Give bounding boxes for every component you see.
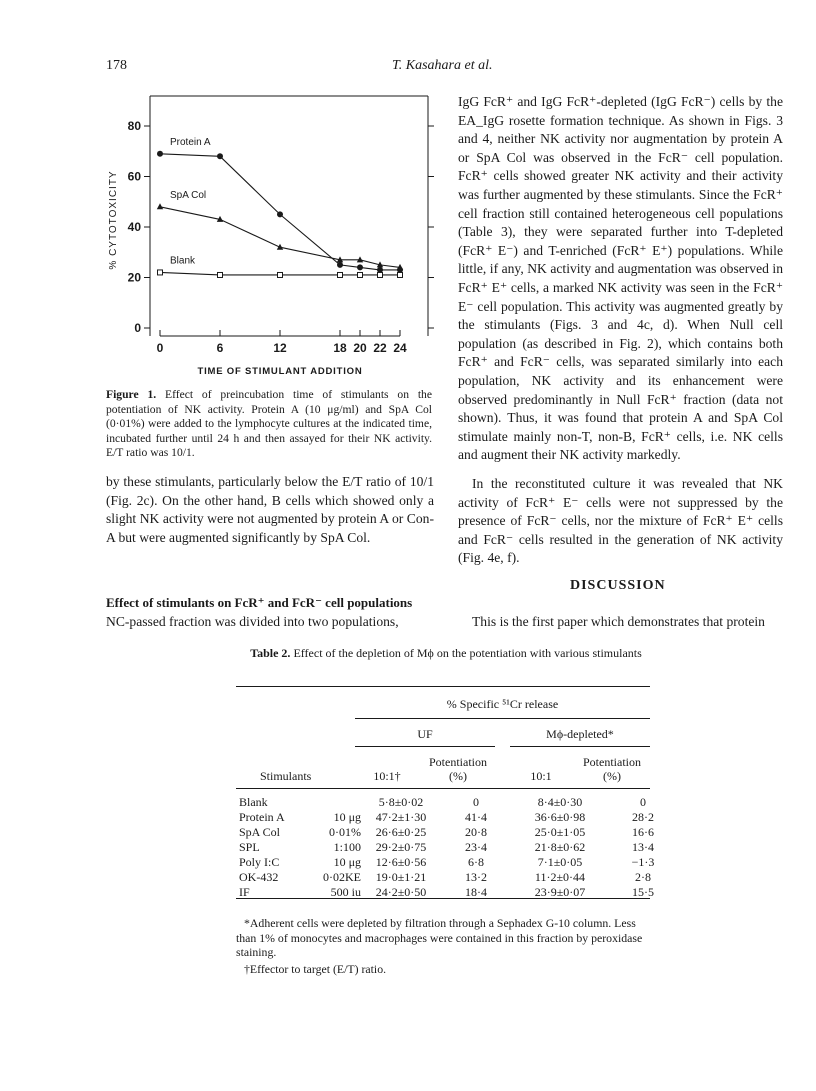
x-axis-label: TIME OF STIMULANT ADDITION [197,366,363,377]
right-paragraph-2: In the reconstituted culture it was revealed that NK activity of FcR⁺ E⁻ cells were not suppressed by the presence of FcR⁻ cells, nor the mixture of FcR⁺ E⁺ cells and FcR⁻ cells resulted in the generation of NK activity (Fig. 4e, f). [458,476,783,566]
table-spanner-rule [355,718,650,719]
row-m-release: 7·1±0·05 [537,855,583,869]
table-2-body [236,795,680,900]
table-col-uf-ratio: 10:1† [373,769,401,783]
row-m-potentiation: 2·8 [635,870,651,884]
row-uf-release: 29·2±0·75 [375,840,427,854]
table-group-uf: UF [417,727,433,741]
table-col-m-potentiation [574,755,650,783]
x-tick-label: 20 [353,341,367,355]
row-uf-potentiation: 41·4 [465,810,487,824]
x-tick-label: 0 [156,341,164,355]
data-point [157,151,163,157]
left-paragraph-1: by these stimulants, particularly below the E/T ratio of 10/1 (Fig. 2c). On the other hand, B cells which showed only a slight NK activity were not augmented by protein A or Con-A but were augmented significantly by SpA Col. [106,474,434,545]
table-footnote-2: †Effector to target (E/T) ratio. [244,962,387,976]
series-label: Blank [170,255,196,267]
series-label: SpA Col [170,189,207,201]
row-m-release: 8·4±0·30 [537,795,583,809]
row-m-potentiation: 0 [640,795,646,809]
row-uf-potentiation: 23·4 [465,840,487,854]
table-group-mphi: Mϕ-depleted* [546,727,614,741]
table-row [236,885,680,900]
figure-1-chart [100,88,440,388]
table-header-rule [236,788,650,789]
table-row [236,795,680,810]
row-dose: 0·02KE [323,870,361,884]
y-tick-label: 80 [127,119,141,133]
row-stimulant-name: Poly I:C [239,855,280,869]
row-uf-release: 47·2±1·30 [375,810,427,824]
row-m-release: 25·0±1·05 [534,825,586,839]
y-tick-label: 40 [127,220,141,234]
row-uf-potentiation: 20·8 [465,825,487,839]
data-point [277,211,283,217]
y-tick-label: 0 [134,321,141,335]
series-label: Protein A [170,136,211,148]
row-stimulant-name: IF [239,885,250,899]
figure-caption-text: Effect of preincubation time of stimulants on the potentiation of NK activity. Protein A (10 μg/ml) and SpA Col (0·01%) were added to the lymphocyte cultures at the indicated time, incubated further until 24 h and then assayed for their NK activity. E/T ratio was 10/1. [106,388,432,459]
row-dose: 0·01% [329,825,361,839]
row-dose [320,795,364,810]
row-m-release: 11·2±0·44 [534,870,586,884]
row-dose: 1:100 [333,840,361,854]
figure-caption [106,388,432,461]
row-dose: 10 μg [333,810,361,824]
x-tick-label: 22 [373,341,387,355]
data-point [158,270,163,275]
data-point [218,272,223,277]
row-uf-release: 24·2±0·50 [375,885,427,899]
table-uf-rule [355,746,495,747]
right-paragraph-1: IgG FcR⁺ and IgG FcR⁺-depleted (IgG FcR⁻) cells by the EA_IgG rosette formation technique. As shown in Figs. 3 and 4, neither NK activity nor augmentation by protein A or SpA Col was observed in the FcR⁻ cell population. FcR⁺ cells showed greater NK activity and their activity was further augmented by these stimulants. Since the FcR⁺ cell fraction still contained heterogeneous cell populations (Table 3), they were separated further into T-depleted (FcR⁺ E⁻) and T-enriched (FcR⁺ E⁺) populations. While little, if any, NK activity and augmentation was observed in FcR⁺ E⁺ cells, a marked NK activity was seen in the FcR⁺ E⁻ cell population. This activity was augmented greatly by the stimulants (Figs. 3 and 4c, d). When Null cell population (as described in Fig. 2), which contains both FcR⁺ and FcR⁻ cells, was separated similarly into each population, NK activity and its enhancement were observed predominantly in Null FcR⁺ fraction (data not shown). Thus, it was found that protein A and SpA Col stimulate mainly non-T, non-B, FcR⁺ cells, i.e. NK cells and augment their NK activity markedly. [458,94,783,463]
figure-caption-label: Figure 1. [106,388,157,401]
running-head: T. Kasahara et al. [392,58,493,73]
table-2-caption [236,646,656,661]
row-uf-potentiation: 0 [473,795,479,809]
table-top-rule [236,686,650,687]
data-point [398,272,403,277]
row-uf-potentiation: 6·8 [468,855,484,869]
uf-potentiation-label: Potentiation [429,755,487,769]
row-m-potentiation: 28·2 [632,810,654,824]
table-row [236,855,680,870]
row-dose: 10 μg [333,855,361,869]
table-2-caption-text: Effect of the depletion of Mϕ on the potentiation with various stimulants [290,646,642,660]
data-point [358,272,363,277]
m-potentiation-unit: (%) [603,769,621,783]
table-col-stimulants: Stimulants [260,769,312,783]
table-2-caption-label: Table 2. [250,646,291,660]
data-point [278,272,283,277]
x-tick-label: 24 [393,341,407,355]
right-paragraph-3: This is the first paper which demonstrates that protein [472,614,765,629]
y-tick-label: 20 [127,270,141,285]
table-row [236,825,680,840]
row-m-release: 36·6±0·98 [534,810,586,824]
uf-potentiation-unit: (%) [449,769,467,783]
row-m-potentiation: 15·5 [632,885,654,899]
row-m-release: 21·8±0·62 [534,840,586,854]
row-uf-potentiation: 13·2 [465,870,487,884]
table-spanner-label: % Specific ⁵¹Cr release [446,697,559,711]
table-mphi-rule [510,746,650,747]
row-m-potentiation: −1·3 [631,855,655,869]
data-point [337,262,343,268]
section-heading-fcr: Effect of stimulants on FcR⁺ and FcR⁻ cell populations [106,595,413,610]
y-tick-label: 60 [127,169,141,184]
row-uf-release: 26·6±0·25 [375,825,427,839]
table-row [236,840,680,855]
m-potentiation-label: Potentiation [583,755,641,769]
row-uf-release: 12·6±0·56 [375,855,427,869]
table-footnote-1: *Adherent cells were depleted by filtration through a Sephadex G-10 column. Less than 1% of monocytes and macrophages were contained in this fraction by peroxidase staining. [236,916,643,960]
row-stimulant-name: SpA Col [239,825,281,839]
row-stimulant-name: Protein A [239,810,285,824]
row-uf-potentiation: 18·4 [465,885,487,899]
data-point [217,153,223,159]
row-stimulant-name: SPL [239,840,260,854]
x-tick-label: 6 [216,341,224,355]
row-uf-release: 5·8±0·02 [378,795,424,809]
page-number: 178 [106,58,127,73]
row-stimulant-name: OK-432 [239,870,279,884]
row-uf-release: 19·0±1·21 [375,870,427,884]
table-row [236,810,680,825]
table-col-m-ratio: 10:1 [530,769,552,783]
x-tick-label: 18 [333,341,347,355]
data-point [338,272,343,277]
row-stimulant-name: Blank [239,795,268,809]
data-point [157,203,163,209]
x-tick-label: 12 [273,341,287,355]
data-point [378,272,383,277]
table-row [236,870,680,885]
discussion-heading: DISCUSSION [570,578,666,593]
row-m-release: 23·9±0·07 [534,885,586,899]
row-m-potentiation: 16·6 [632,825,654,839]
row-m-potentiation: 13·4 [632,840,654,854]
left-paragraph-2: NC-passed fraction was divided into two populations, [106,614,399,629]
y-axis-label: % CYTOTOXICITY [108,170,119,270]
row-dose: 500 iu [330,885,361,899]
data-point [357,264,363,270]
table-col-uf-potentiation [420,755,496,783]
